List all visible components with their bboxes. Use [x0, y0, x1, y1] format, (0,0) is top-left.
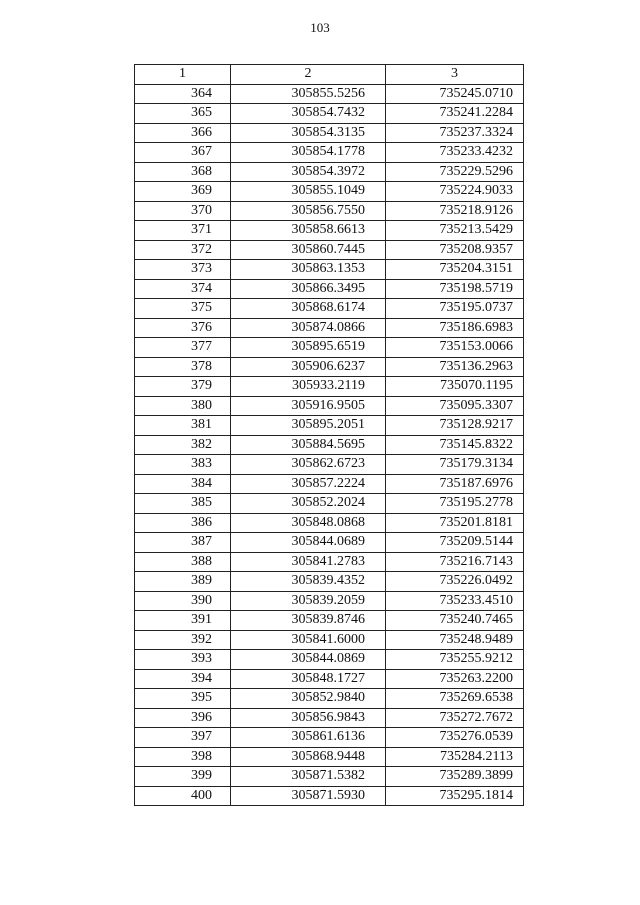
- table-row: [135, 240, 524, 260]
- point-number-cell: 384: [135, 474, 231, 494]
- x-coordinate-cell: 305868.6174: [231, 299, 386, 319]
- table-row: [135, 162, 524, 182]
- y-coordinate-cell: 735229.5296: [386, 162, 524, 182]
- y-coordinate-cell: 735198.5719: [386, 279, 524, 299]
- table-row: [135, 318, 524, 338]
- table-row: [135, 299, 524, 319]
- x-coordinate-cell: 305871.5930: [231, 786, 386, 806]
- x-coordinate-cell: 305854.7432: [231, 104, 386, 124]
- y-coordinate-cell: 735284.2113: [386, 747, 524, 767]
- x-coordinate-cell: 305916.9505: [231, 396, 386, 416]
- y-coordinate-cell: 735195.0737: [386, 299, 524, 319]
- x-coordinate-cell: 305895.2051: [231, 416, 386, 436]
- table-row: [135, 84, 524, 104]
- x-coordinate-cell: 305844.0689: [231, 533, 386, 553]
- table-row: [135, 221, 524, 241]
- x-coordinate-cell: 305839.8746: [231, 611, 386, 631]
- table-row: [135, 533, 524, 553]
- header-row: [135, 65, 524, 85]
- point-number-cell: 395: [135, 689, 231, 709]
- table-body: [135, 84, 524, 806]
- y-coordinate-cell: 735295.1814: [386, 786, 524, 806]
- y-coordinate-cell: 735233.4510: [386, 591, 524, 611]
- table-row: [135, 728, 524, 748]
- y-coordinate-cell: 735070.1195: [386, 377, 524, 397]
- point-number-cell: 365: [135, 104, 231, 124]
- point-number-cell: 375: [135, 299, 231, 319]
- column-header-3: 3: [386, 65, 524, 85]
- y-coordinate-cell: 735233.4232: [386, 143, 524, 163]
- y-coordinate-cell: 735128.9217: [386, 416, 524, 436]
- x-coordinate-cell: 305839.4352: [231, 572, 386, 592]
- x-coordinate-cell: 305855.1049: [231, 182, 386, 202]
- x-coordinate-cell: 305852.2024: [231, 494, 386, 514]
- point-number-cell: 387: [135, 533, 231, 553]
- y-coordinate-cell: 735276.0539: [386, 728, 524, 748]
- table-row: [135, 357, 524, 377]
- point-number-cell: 392: [135, 630, 231, 650]
- x-coordinate-cell: 305844.0869: [231, 650, 386, 670]
- x-coordinate-cell: 305863.1353: [231, 260, 386, 280]
- x-coordinate-cell: 305852.9840: [231, 689, 386, 709]
- x-coordinate-cell: 305858.6613: [231, 221, 386, 241]
- point-number-cell: 376: [135, 318, 231, 338]
- y-coordinate-cell: 735272.7672: [386, 708, 524, 728]
- y-coordinate-cell: 735245.0710: [386, 84, 524, 104]
- x-coordinate-cell: 305856.7550: [231, 201, 386, 221]
- point-number-cell: 381: [135, 416, 231, 436]
- x-coordinate-cell: 305848.0868: [231, 513, 386, 533]
- table-row: [135, 747, 524, 767]
- table-row: [135, 104, 524, 124]
- x-coordinate-cell: 305860.7445: [231, 240, 386, 260]
- table-row: [135, 279, 524, 299]
- table-row: [135, 669, 524, 689]
- y-coordinate-cell: 735208.9357: [386, 240, 524, 260]
- x-coordinate-cell: 305854.3135: [231, 123, 386, 143]
- y-coordinate-cell: 735263.2200: [386, 669, 524, 689]
- x-coordinate-cell: 305856.9843: [231, 708, 386, 728]
- y-coordinate-cell: 735209.5144: [386, 533, 524, 553]
- y-coordinate-cell: 735226.0492: [386, 572, 524, 592]
- x-coordinate-cell: 305868.9448: [231, 747, 386, 767]
- point-number-cell: 371: [135, 221, 231, 241]
- y-coordinate-cell: 735136.2963: [386, 357, 524, 377]
- point-number-cell: 380: [135, 396, 231, 416]
- y-coordinate-cell: 735201.8181: [386, 513, 524, 533]
- y-coordinate-cell: 735213.5429: [386, 221, 524, 241]
- table-row: [135, 572, 524, 592]
- table-row: [135, 650, 524, 670]
- table-row: [135, 630, 524, 650]
- table-row: [135, 591, 524, 611]
- point-number-cell: 372: [135, 240, 231, 260]
- x-coordinate-cell: 305862.6723: [231, 455, 386, 475]
- point-number-cell: 379: [135, 377, 231, 397]
- y-coordinate-cell: 735187.6976: [386, 474, 524, 494]
- column-header-1: 1: [135, 65, 231, 85]
- y-coordinate-cell: 735237.3324: [386, 123, 524, 143]
- point-number-cell: 385: [135, 494, 231, 514]
- x-coordinate-cell: 305861.6136: [231, 728, 386, 748]
- point-number-cell: 386: [135, 513, 231, 533]
- table-row: [135, 201, 524, 221]
- y-coordinate-cell: 735269.6538: [386, 689, 524, 709]
- point-number-cell: 378: [135, 357, 231, 377]
- point-number-cell: 370: [135, 201, 231, 221]
- x-coordinate-cell: 305855.5256: [231, 84, 386, 104]
- point-number-cell: 383: [135, 455, 231, 475]
- x-coordinate-cell: 305906.6237: [231, 357, 386, 377]
- table-row: [135, 513, 524, 533]
- point-number-cell: 396: [135, 708, 231, 728]
- column-header-2: 2: [231, 65, 386, 85]
- y-coordinate-cell: 735216.7143: [386, 552, 524, 572]
- table-row: [135, 260, 524, 280]
- x-coordinate-cell: 305848.1727: [231, 669, 386, 689]
- x-coordinate-cell: 305871.5382: [231, 767, 386, 787]
- point-number-cell: 388: [135, 552, 231, 572]
- table-row: [135, 396, 524, 416]
- point-number-cell: 377: [135, 338, 231, 358]
- x-coordinate-cell: 305874.0866: [231, 318, 386, 338]
- coordinates-table: [134, 64, 524, 806]
- table-row: [135, 786, 524, 806]
- table-row: [135, 338, 524, 358]
- table-row: [135, 143, 524, 163]
- point-number-cell: 366: [135, 123, 231, 143]
- table-row: [135, 767, 524, 787]
- point-number-cell: 397: [135, 728, 231, 748]
- y-coordinate-cell: 735145.8322: [386, 435, 524, 455]
- x-coordinate-cell: 305841.2783: [231, 552, 386, 572]
- table-row: [135, 611, 524, 631]
- point-number-cell: 369: [135, 182, 231, 202]
- y-coordinate-cell: 735241.2284: [386, 104, 524, 124]
- y-coordinate-cell: 735255.9212: [386, 650, 524, 670]
- table-row: [135, 182, 524, 202]
- point-number-cell: 364: [135, 84, 231, 104]
- y-coordinate-cell: 735289.3899: [386, 767, 524, 787]
- point-number-cell: 390: [135, 591, 231, 611]
- table-row: [135, 552, 524, 572]
- table-row: [135, 474, 524, 494]
- table-row: [135, 455, 524, 475]
- point-number-cell: 394: [135, 669, 231, 689]
- table-row: [135, 377, 524, 397]
- point-number-cell: 391: [135, 611, 231, 631]
- table-row: [135, 416, 524, 436]
- point-number-cell: 398: [135, 747, 231, 767]
- x-coordinate-cell: 305839.2059: [231, 591, 386, 611]
- y-coordinate-cell: 735248.9489: [386, 630, 524, 650]
- point-number-cell: 382: [135, 435, 231, 455]
- y-coordinate-cell: 735240.7465: [386, 611, 524, 631]
- point-number-cell: 367: [135, 143, 231, 163]
- x-coordinate-cell: 305857.2224: [231, 474, 386, 494]
- point-number-cell: 368: [135, 162, 231, 182]
- y-coordinate-cell: 735204.3151: [386, 260, 524, 280]
- table-row: [135, 689, 524, 709]
- y-coordinate-cell: 735153.0066: [386, 338, 524, 358]
- point-number-cell: 400: [135, 786, 231, 806]
- x-coordinate-cell: 305841.6000: [231, 630, 386, 650]
- point-number-cell: 374: [135, 279, 231, 299]
- table-row: [135, 435, 524, 455]
- table-header: [135, 65, 524, 85]
- table-row: [135, 123, 524, 143]
- x-coordinate-cell: 305866.3495: [231, 279, 386, 299]
- point-number-cell: 389: [135, 572, 231, 592]
- y-coordinate-cell: 735218.9126: [386, 201, 524, 221]
- x-coordinate-cell: 305895.6519: [231, 338, 386, 358]
- x-coordinate-cell: 305884.5695: [231, 435, 386, 455]
- page-number: 103: [310, 20, 330, 35]
- x-coordinate-cell: 305854.1778: [231, 143, 386, 163]
- y-coordinate-cell: 735224.9033: [386, 182, 524, 202]
- point-number-cell: 399: [135, 767, 231, 787]
- table-row: [135, 708, 524, 728]
- point-number-cell: 393: [135, 650, 231, 670]
- x-coordinate-cell: 305854.3972: [231, 162, 386, 182]
- y-coordinate-cell: 735186.6983: [386, 318, 524, 338]
- y-coordinate-cell: 735179.3134: [386, 455, 524, 475]
- table-row: [135, 494, 524, 514]
- x-coordinate-cell: 305933.2119: [231, 377, 386, 397]
- y-coordinate-cell: 735195.2778: [386, 494, 524, 514]
- point-number-cell: 373: [135, 260, 231, 280]
- y-coordinate-cell: 735095.3307: [386, 396, 524, 416]
